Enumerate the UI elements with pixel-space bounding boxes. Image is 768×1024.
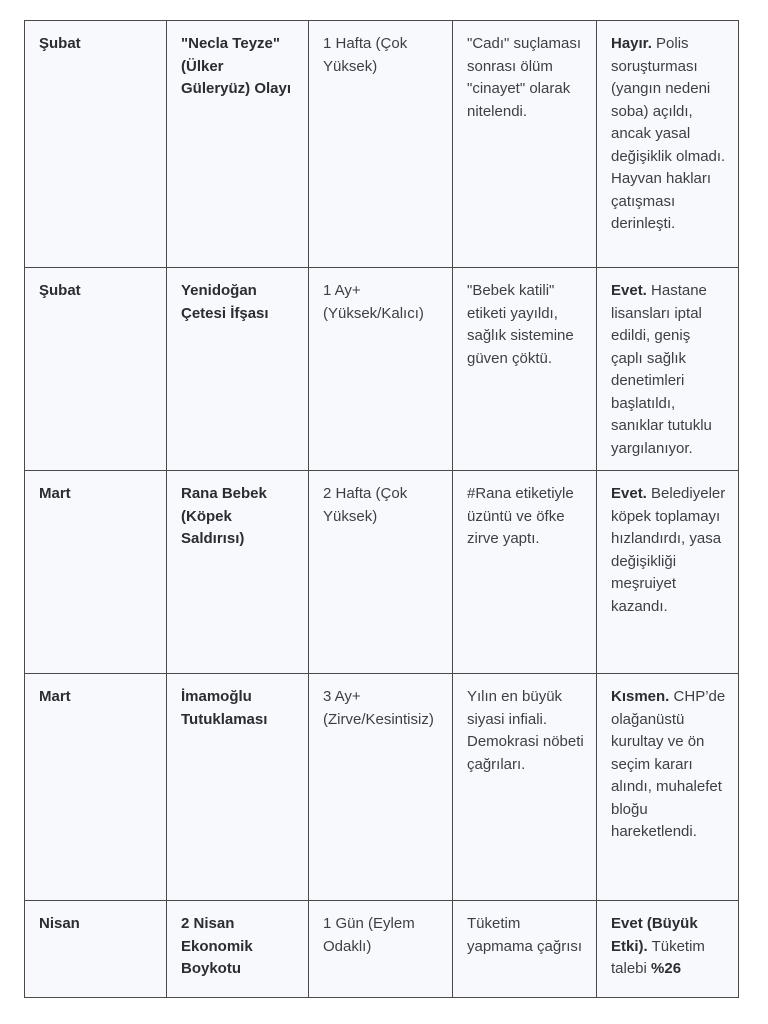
outcome-cell <box>597 674 739 901</box>
reaction-cell: Tüketim yapmama çağrısı <box>453 901 597 998</box>
event-cell: Yenidoğan Çetesi İfşası <box>167 268 309 471</box>
reaction-cell: Yılın en büyük siyasi infiali. Demokrasi nöbeti çağrıları. <box>453 674 597 901</box>
table-row <box>25 901 739 998</box>
outcome-verdict: Hayır. <box>611 35 652 52</box>
outcome-verdict: Evet. <box>611 282 647 299</box>
outcome-cell <box>597 21 739 268</box>
duration-cell: 2 Hafta (Çok Yüksek) <box>309 471 453 674</box>
month-cell: Şubat <box>25 268 167 471</box>
outcome-cell <box>597 471 739 674</box>
table-row <box>25 268 739 471</box>
outcome-detail: Tüketim talebi <box>611 937 705 977</box>
events-table <box>24 20 739 998</box>
table-row <box>25 21 739 268</box>
month-cell: Mart <box>25 674 167 901</box>
reaction-cell: #Rana etiketiyle üzüntü ve öfke zirve yaptı. <box>453 471 597 674</box>
outcome-highlight: %26 <box>651 960 682 977</box>
event-cell: "Necla Teyze" (Ülker Güleryüz) Olayı <box>167 21 309 268</box>
month-cell: Şubat <box>25 21 167 268</box>
outcome-detail: CHP’de olağanüstü kurultay ve ön seçim kararı alındı, muhalefet bloğu hareketlendi. <box>611 688 726 840</box>
table-row <box>25 471 739 674</box>
event-cell: 2 Nisan Ekonomik Boykotu <box>167 901 309 998</box>
outcome-detail: Polis soruşturması (yangın nedeni soba) açıldı, ancak yasal değişiklik olmadı. Hayvan hakları çatışması derinleşti. <box>611 35 726 232</box>
reaction-cell: "Cadı" suçlaması sonrası ölüm "cinayet" olarak nitelendi. <box>453 21 597 268</box>
month-cell: Nisan <box>25 901 167 998</box>
outcome-detail: Hastane lisansları iptal edildi, geniş çaplı sağlık denetimleri başlatıldı, sanıklar tutuklu yargılanıyor. <box>611 282 712 457</box>
outcome-detail: Belediyeler köpek toplamayı hızlandırdı, yasa değişikliği meşruiyet kazandı. <box>611 485 726 615</box>
outcome-verdict: Kısmen. <box>611 688 670 705</box>
outcome-verdict: Evet (Büyük Etki). <box>611 915 698 955</box>
event-cell: İmamoğlu Tutuklaması <box>167 674 309 901</box>
duration-cell: 1 Gün (Eylem Odaklı) <box>309 901 453 998</box>
outcome-verdict: Evet. <box>611 485 647 502</box>
month-cell: Mart <box>25 471 167 674</box>
reaction-cell: "Bebek katili" etiketi yayıldı, sağlık sistemine güven çöktü. <box>453 268 597 471</box>
event-cell: Rana Bebek (Köpek Saldırısı) <box>167 471 309 674</box>
outcome-cell <box>597 268 739 471</box>
table-row <box>25 674 739 901</box>
duration-cell: 3 Ay+ (Zirve/Kesintisiz) <box>309 674 453 901</box>
duration-cell: 1 Ay+ (Yüksek/Kalıcı) <box>309 268 453 471</box>
duration-cell: 1 Hafta (Çok Yüksek) <box>309 21 453 268</box>
outcome-cell <box>597 901 739 998</box>
